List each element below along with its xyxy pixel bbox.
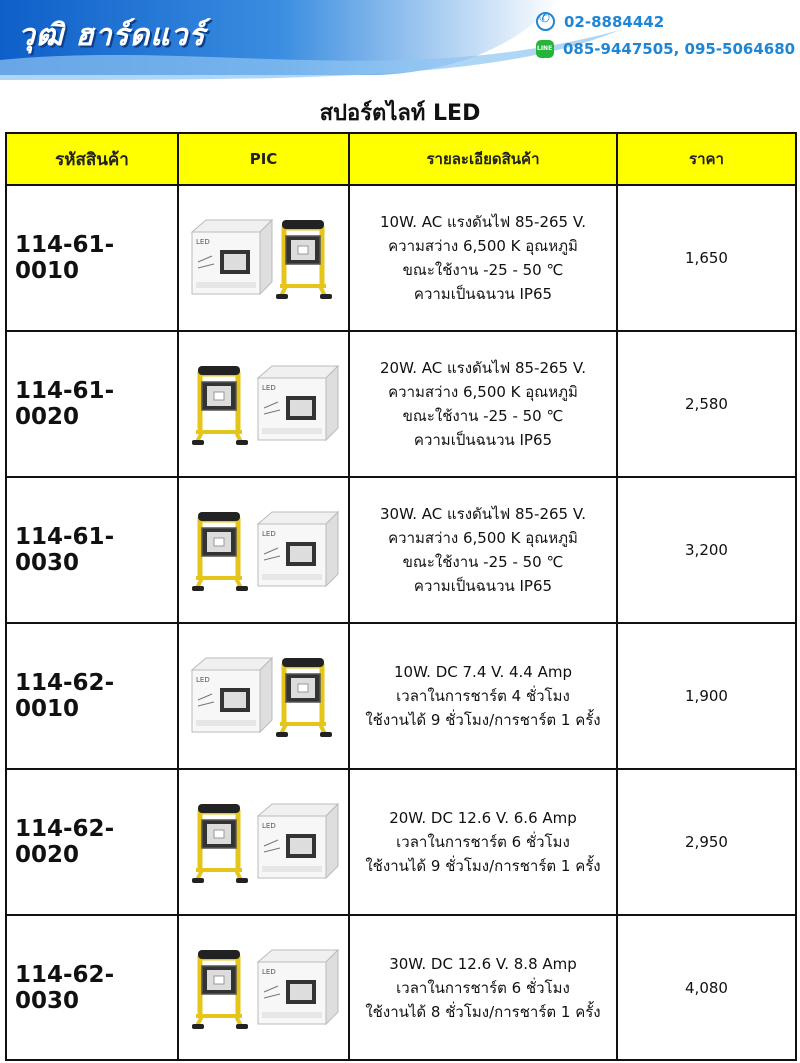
description-line: ความเป็นฉนวน IP65: [413, 577, 553, 595]
svg-text:LED: LED: [261, 967, 276, 976]
table-row: [6, 769, 796, 915]
header-price: ราคา: [617, 133, 796, 185]
product-code: 114-62-0020: [6, 769, 178, 915]
line-app-icon: [536, 40, 554, 58]
product-image: [178, 623, 349, 769]
product-image: [178, 915, 349, 1060]
product-image: [178, 331, 349, 477]
spotlight-image: [184, 498, 344, 598]
product-description: [349, 915, 617, 1060]
svg-text:LED: LED: [195, 676, 210, 684]
product-code: 114-62-0010: [6, 623, 178, 769]
description-line: ใช้งานได้ 9 ชั่วโมง/การชาร์ต 1 ครั้ง: [365, 857, 601, 875]
spotlight-image: [184, 936, 344, 1036]
line-numbers: 085-9447505, 095-5064680: [563, 40, 796, 58]
description-line: ใช้งานได้ 8 ชั่วโมง/การชาร์ต 1 ครั้ง: [365, 1002, 601, 1021]
table-row: [6, 331, 796, 477]
table-row: [6, 623, 796, 769]
svg-text:LED: LED: [261, 822, 276, 830]
product-price: 2,580: [617, 331, 796, 477]
product-description: [349, 185, 617, 331]
table-row: [6, 185, 796, 331]
product-table: [5, 132, 797, 1061]
header-pic: PIC: [178, 133, 349, 185]
product-description: [349, 623, 617, 769]
description-line: 30W. AC แรงดันไฟ 85-265 V.: [380, 505, 586, 523]
product-code: 114-61-0030: [6, 477, 178, 623]
page-title: สปอร์ตไลท์ LED: [319, 101, 481, 126]
product-code: 114-61-0020: [6, 331, 178, 477]
header-description: รายละเอียดสินค้า: [349, 133, 617, 185]
description-line: 10W. DC 7.4 V. 4.4 Amp: [393, 663, 573, 681]
product-code: 114-61-0010: [6, 185, 178, 331]
table-row: [6, 477, 796, 623]
description-line: ความสว่าง 6,500 K อุณหภูมิ: [388, 237, 578, 255]
description-line: เวลาในการชาร์ต 6 ชั่วโมง: [396, 833, 570, 851]
description-line: ขณะใช้งาน -25 - 50 ℃: [402, 407, 564, 425]
header-code: รหัสสินค้า: [6, 133, 178, 185]
brand-logo: วุฒิ ฮาร์ดแวร์: [18, 18, 206, 53]
svg-text:LED: LED: [195, 238, 210, 246]
table-row: [6, 915, 796, 1060]
description-line: 30W. DC 12.6 V. 8.8 Amp: [389, 954, 577, 973]
line-contact[interactable]: [536, 40, 795, 58]
product-price: 1,900: [617, 623, 796, 769]
description-line: ความสว่าง 6,500 K อุณหภูมิ: [388, 529, 578, 547]
product-price: 2,950: [617, 769, 796, 915]
description-line: ใช้งานได้ 9 ชั่วโมง/การชาร์ต 1 ครั้ง: [365, 711, 601, 729]
description-line: เวลาในการชาร์ต 6 ชั่วโมง: [396, 978, 570, 997]
product-image: [178, 769, 349, 915]
spotlight-image: [184, 790, 344, 890]
product-description: [349, 331, 617, 477]
description-line: ความเป็นฉนวน IP65: [413, 285, 553, 303]
phone-icon: [536, 12, 555, 31]
svg-text:LED: LED: [261, 530, 276, 538]
description-line: เวลาในการชาร์ต 4 ชั่วโมง: [396, 687, 570, 705]
table-header-row: [6, 133, 796, 185]
description-line: 20W. DC 12.6 V. 6.6 Amp: [389, 809, 577, 827]
description-line: ขณะใช้งาน -25 - 50 ℃: [402, 553, 564, 571]
spotlight-image: [184, 644, 344, 744]
spotlight-image: [184, 206, 344, 306]
product-price: 4,080: [617, 915, 796, 1060]
description-line: ความเป็นฉนวน IP65: [413, 431, 553, 449]
description-line: 10W. AC แรงดันไฟ 85-265 V.: [380, 213, 586, 231]
product-image: [178, 185, 349, 331]
product-description: [349, 769, 617, 915]
spotlight-image: [184, 352, 344, 452]
svg-text:LED: LED: [261, 384, 276, 392]
phone-contact[interactable]: [536, 12, 664, 31]
description-line: 20W. AC แรงดันไฟ 85-265 V.: [380, 359, 586, 377]
header-banner: [0, 0, 800, 80]
description-line: ความสว่าง 6,500 K อุณหภูมิ: [388, 383, 578, 401]
phone-number: 02-8884442: [564, 12, 665, 31]
product-price: 1,650: [617, 185, 796, 331]
product-description: [349, 477, 617, 623]
product-image: [178, 477, 349, 623]
description-line: ขณะใช้งาน -25 - 50 ℃: [402, 261, 564, 279]
product-code: 114-62-0030: [6, 915, 178, 1060]
product-price: 3,200: [617, 477, 796, 623]
